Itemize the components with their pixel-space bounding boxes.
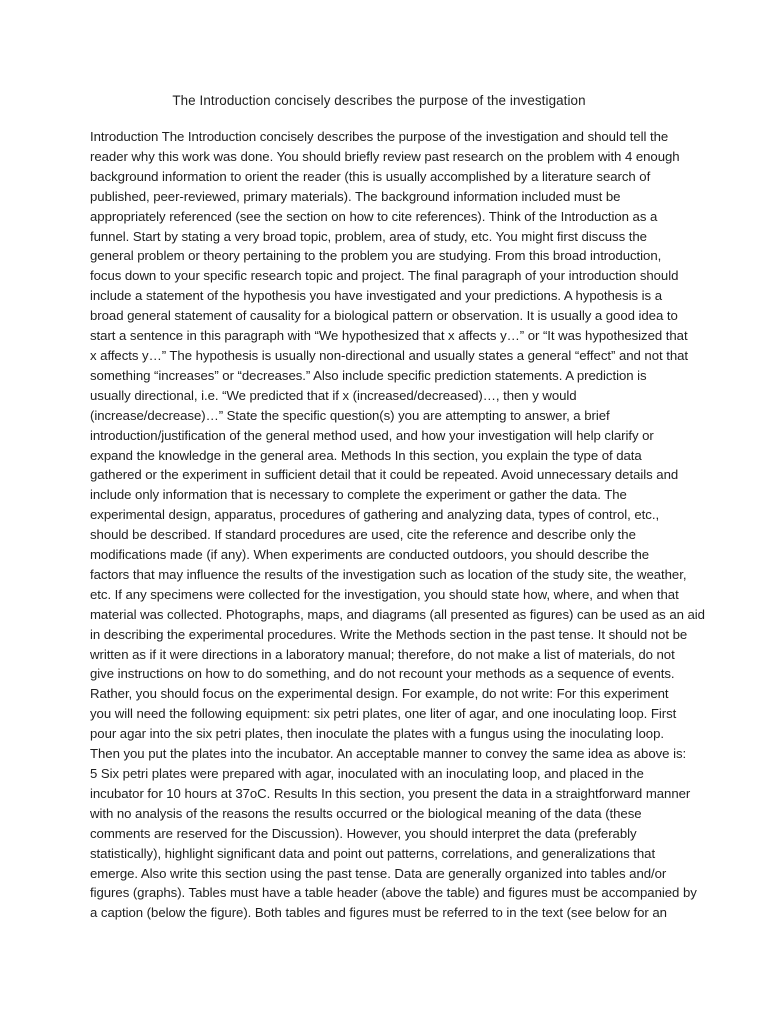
- body-text-line: introduction/justification of the general method used, and how your investigation will help clarify or: [90, 427, 654, 443]
- body-text-line: reader why this work was done. You should briefly review past research on the problem with 4 enough: [90, 148, 680, 164]
- body-text-line: 5 Six petri plates were prepared with agar, inoculated with an inoculating loop, and placed in the: [90, 766, 644, 781]
- body-text-line: emerge. Also write this section using the past tense. Data are generally organized into tables and/or: [90, 865, 667, 881]
- body-text-line: gathered or the experiment in sufficient detail that it could be repeated. Avoid unnecessary details and: [90, 467, 679, 483]
- body-text-line: x affects y…” The hypothesis is usually non-directional and usually states a general “effect” and not that: [90, 347, 689, 363]
- body-text-line: (increase/decrease)…” State the specific question(s) you are attempting to answer, a brief: [90, 407, 610, 423]
- body-text-line: Then you put the plates into the incubator. An acceptable manner to convey the same idea as above is:: [90, 746, 687, 762]
- body-text-line: a caption (below the figure). Both tables and figures must be referred to in the text (see below for an: [90, 905, 667, 921]
- body-text-line: comments are reserved for the Discussion). However, you should interpret the data (preferably: [90, 825, 637, 841]
- body-text-line: usually directional, i.e. “We predicted that if x (increased/decreased)…, then y would: [90, 387, 577, 403]
- body-text-line: incubator for 10 hours at 37oC. Results In this section, you present the data in a straightforward manner: [90, 785, 691, 801]
- body-text-line: pour agar into the six petri plates, then inoculate the plates with a fungus using the inoculating loop.: [90, 726, 664, 742]
- body-text-line: funnel. Start by stating a very broad topic, problem, area of study, etc. You might first discuss the: [90, 228, 647, 244]
- body-text-line: factors that may influence the results of the investigation such as location of the study site, the weather,: [90, 566, 687, 582]
- body-text-line: written as if it were directions in a laboratory manual; therefore, do not make a list of materials, do not: [90, 646, 675, 662]
- body-text-line: modifications made (if any). When experiments are conducted outdoors, you should describe the: [90, 547, 650, 563]
- body-text-line: material was collected. Photographs, maps, and diagrams (all presented as figures) can be used as an aid: [90, 606, 705, 622]
- body-text-line: in describing the experimental procedures. Write the Methods section in the past tense. It should not be: [90, 626, 688, 642]
- body-text-line: something “increases” or “decreases.” Also include specific prediction statements. A prediction is: [90, 367, 647, 383]
- body-text-line: Introduction The Introduction concisely describes the purpose of the investigation and should tell the: [90, 129, 669, 144]
- body-text-line: start a sentence in this paragraph with “We hypothesized that x affects y…” or “It was hypothesized that: [90, 328, 688, 344]
- body-text-line: broad general statement of causality for a biological pattern or observation. It is usually a good idea to: [90, 308, 678, 324]
- body-text-line: expand the knowledge in the general area. Methods In this section, you explain the type of data: [90, 447, 642, 463]
- body-text-line: background information to orient the reader (this is usually accomplished by a literature search of: [90, 168, 651, 184]
- body-text-line: etc. If any specimens were collected for the investigation, you should state how, where, and when that: [90, 586, 679, 602]
- body-text-line: you will need the following equipment: six petri plates, one liter of agar, and one inoculating loop. First: [90, 706, 677, 722]
- body-text-line: statistically), highlight significant data and point out patterns, correlations, and generalizations that: [90, 845, 656, 861]
- body-text-line: experimental design, apparatus, procedures of gathering and analyzing data, types of control, etc.,: [90, 507, 660, 523]
- body-text-line: general problem or theory pertaining to the problem you are studying. From this broad introduction,: [90, 248, 662, 264]
- body-text-line: with no analysis of the reasons the results occurred or the biological meaning of the data (these: [90, 805, 642, 821]
- body-text-line: published, peer-reviewed, primary materials). The background information included must be: [90, 188, 621, 204]
- body-text-line: Rather, you should focus on the experimental design. For example, do not write: For this experiment: [90, 686, 669, 702]
- body-text-line: focus down to your specific research topic and project. The final paragraph of your introduction should: [90, 268, 679, 284]
- body-text-line: include only information that is necessary to complete the experiment or gather the data. The: [90, 487, 627, 503]
- body-text-line: appropriately referenced (see the section on how to cite references). Think of the Introduction as a: [90, 208, 658, 224]
- body-text-line: include a statement of the hypothesis you have investigated and your predictions. A hypothesis is a: [90, 288, 662, 304]
- body-text-line: give instructions on how to do something, and do not recount your methods as a sequence of events.: [90, 666, 675, 682]
- document-body: [90, 127, 705, 923]
- document-title: The Introduction concisely describes the purpose of the investigation: [172, 93, 586, 108]
- body-text-line: should be described. If standard procedures are used, cite the reference and describe only the: [90, 527, 636, 543]
- body-text-line: figures (graphs). Tables must have a table header (above the table) and figures must be accompanied by: [90, 885, 697, 901]
